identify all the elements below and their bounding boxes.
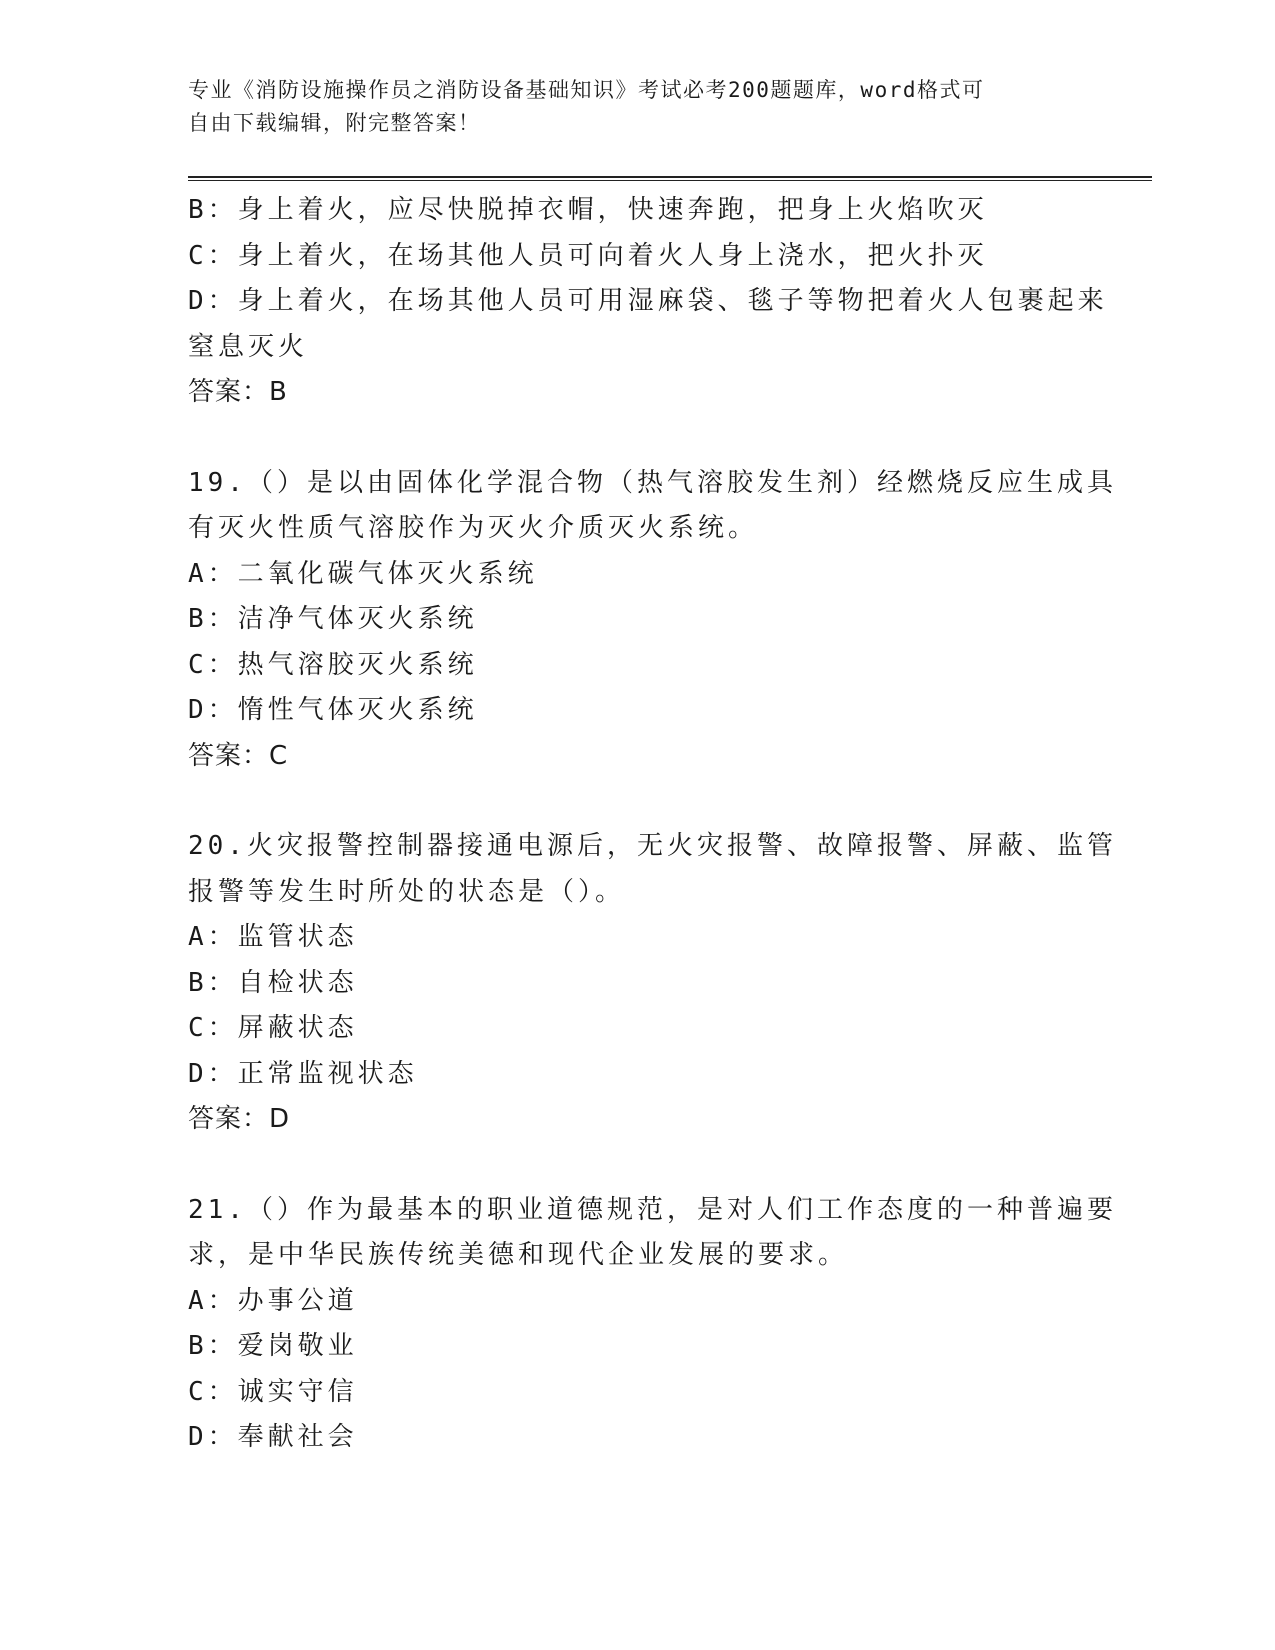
spacer [188, 779, 1088, 824]
q18-option-d-line-2: 窒息灭火 [188, 331, 309, 362]
q21-option-c: C：诚实守信 [188, 1376, 358, 1407]
spacer [188, 1143, 1088, 1188]
q19-stem-line-1: 19.（）是以由固体化学混合物（热气溶胶发生剂）经燃烧反应生成具 [188, 467, 1117, 498]
question-21 [188, 1188, 1117, 1461]
q18-answer: 答案：B [188, 377, 288, 407]
q19-option-a: A：二氧化碳气体灭火系统 [188, 558, 538, 589]
q19-stem-line-2: 有灭火性质气溶胶作为灭火介质灭火系统。 [188, 513, 759, 543]
document-header [188, 74, 1088, 140]
question-20 [188, 824, 1117, 1143]
q20-stem-line-1: 20.火灾报警控制器接通电源后，无火灾报警、故障报警、屏蔽、监管 [188, 831, 1117, 861]
q18-option-b: B：身上着火，应尽快脱掉衣帽，快速奔跑，把身上火焰吹灭 [188, 195, 988, 225]
q21-option-a: A：办事公道 [188, 1285, 358, 1316]
q19-option-b: B：洁净气体灭火系统 [188, 604, 478, 634]
q20-answer: 答案：D [188, 1104, 291, 1134]
q20-option-c: C：屏蔽状态 [188, 1013, 358, 1043]
q18-option-c: C：身上着火，在场其他人员可向着火人身上浇水，把火扑灭 [188, 240, 988, 271]
q19-answer: 答案：C [188, 740, 289, 771]
spacer [188, 416, 1088, 461]
header-line-2: 自由下载编辑，附完整答案！ [188, 111, 481, 135]
q20-option-d: D：正常监视状态 [188, 1058, 418, 1089]
question-19 [188, 461, 1117, 780]
q20-option-b: B：自检状态 [188, 967, 358, 998]
q21-stem-line-1: 21.（）作为最基本的职业道德规范，是对人们工作态度的一种普遍要 [188, 1194, 1117, 1225]
question-18-continued [188, 188, 1108, 416]
question-list [188, 188, 1117, 1461]
header-divider [188, 176, 1152, 181]
q20-stem-line-2: 报警等发生时所处的状态是（）。 [188, 876, 626, 907]
q21-option-b: B：爱岗敬业 [188, 1331, 358, 1361]
q21-option-d: D：奉献社会 [188, 1422, 358, 1452]
q18-option-d-line-1: D：身上着火，在场其他人员可用湿麻袋、毯子等物把着火人包裹起来 [188, 286, 1108, 316]
q19-option-c: C：热气溶胶灭火系统 [188, 649, 478, 680]
q20-option-a: A：监管状态 [188, 922, 358, 952]
q21-stem-line-2: 求，是中华民族传统美德和现代企业发展的要求。 [188, 1240, 849, 1270]
header-line-1: 专业《消防设施操作员之消防设备基础知识》考试必考200题题库，word格式可 [188, 78, 985, 102]
q19-option-d: D：惰性气体灭火系统 [188, 695, 478, 725]
